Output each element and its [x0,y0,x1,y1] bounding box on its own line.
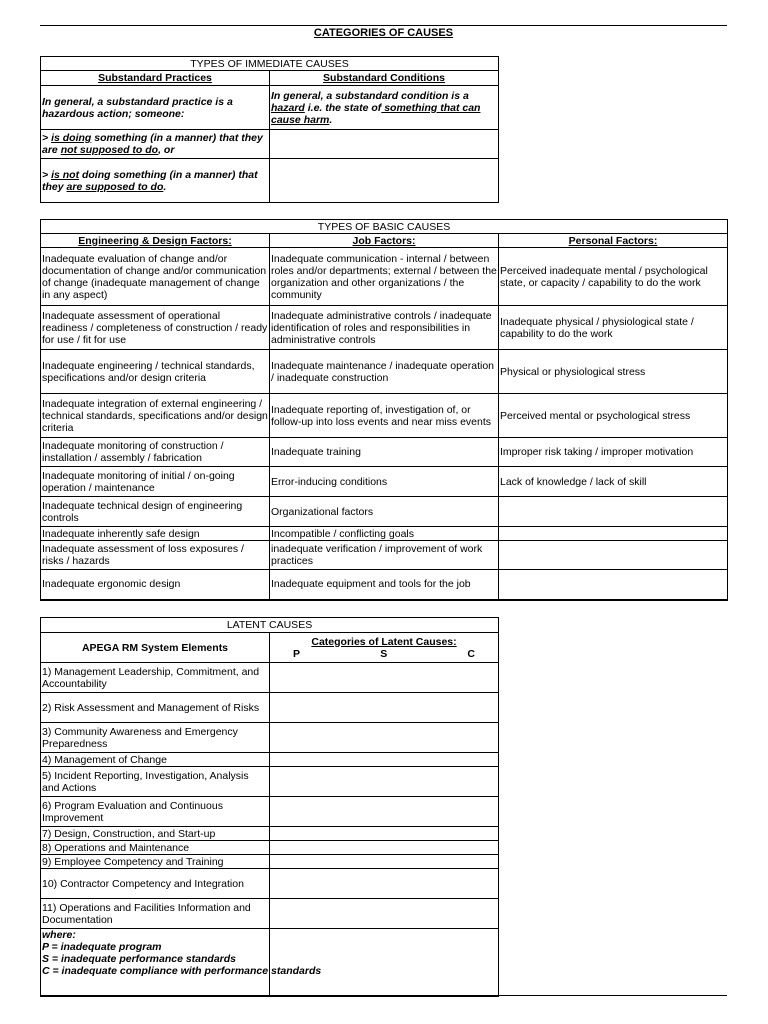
personal-factor [499,527,728,541]
job-factor: Inadequate equipment and tools for the job [270,570,499,600]
top-rule [40,25,727,26]
empty-cell [270,827,499,841]
empty-cell [270,693,499,723]
legend-c: C = inadequate compliance with performance standards [42,965,322,977]
system-element: 9) Employee Competency and Training [41,855,270,869]
page-title: CATEGORIES OF CAUSES [313,27,454,39]
engineering-factor: Inadequate integration of external engineering / technical standards, specifications and/or design criteria [41,394,270,438]
apega-elements-header: APEGA RM System Elements [41,633,270,663]
personal-factor: Improper risk taking / improper motivation [499,438,728,467]
table-row [41,899,499,929]
empty-cell [270,159,499,203]
personal-factors-header: Personal Factors: [499,234,728,248]
personal-factor: Inadequate physical / physiological state / capability to do the work [499,306,728,350]
category-p: P [293,647,301,660]
table-row [41,350,728,394]
legend-cell [41,929,322,997]
engineering-factor: Inadequate assessment of operational readiness / completeness of construction / ready for use / fit for use [41,306,270,350]
substandard-practices-header: Substandard Practices [41,71,270,86]
table-row [41,497,728,527]
empty-cell [270,723,499,753]
empty-cell [270,797,499,827]
table-row [41,767,499,797]
system-element: 1) Management Leadership, Commitment, and Accountability [41,663,270,693]
table-row [41,467,728,497]
empty-cell [270,841,499,855]
category-s: S [380,647,388,660]
empty-cell [270,767,499,797]
job-factor: Inadequate maintenance / inadequate operation / inadequate construction [270,350,499,394]
substandard-conditions-header: Substandard Conditions [270,71,499,86]
personal-factor: Perceived inadequate mental / psychological state, or capacity / capability to do the work [499,248,728,306]
system-element: 2) Risk Assessment and Management of Risks [41,693,270,723]
practice-not-doing: > is not doing something (in a manner) that they are supposed to do. [41,159,270,203]
empty-cell [270,753,499,767]
empty-cell [270,855,499,869]
latent-categories-cell [270,633,499,663]
engineering-factor: Inadequate assessment of loss exposures / risks / hazards [41,541,270,570]
table-row [41,248,728,306]
personal-factor: Physical or physiological stress [499,350,728,394]
engineering-factor: Inadequate monitoring of construction / installation / assembly / fabrication [41,438,270,467]
bottom-rule [40,995,727,996]
basic-causes-table [40,219,728,601]
system-element: 3) Community Awareness and Emergency Preparedness [41,723,270,753]
category-c: C [467,647,475,660]
latent-causes-header: LATENT CAUSES [41,618,499,633]
engineering-factor: Inadequate ergonomic design [41,570,270,600]
system-element: 8) Operations and Maintenance [41,841,270,855]
table-row [41,527,728,541]
condition-definition: In general, a substandard condition is a hazard i.e. the state of something that can cause harm. [270,86,499,130]
job-factors-header: Job Factors: [270,234,499,248]
job-factor: Inadequate training [270,438,499,467]
system-element: 4) Management of Change [41,753,270,767]
engineering-factor: Inadequate technical design of engineering controls [41,497,270,527]
empty-cell [270,869,499,899]
legend-s: S = inadequate performance standards [42,953,237,965]
immediate-causes-header: TYPES OF IMMEDIATE CAUSES [41,57,499,71]
system-element: 7) Design, Construction, and Start-up [41,827,270,841]
engineering-factor: Inadequate evaluation of change and/or documentation of change and/or communication of change (inadequate management of change in any aspect) [41,248,270,306]
table-row [41,753,499,767]
practice-doing: > is doing something (in a manner) that they are not supposed to do, or [41,130,270,159]
system-element: 5) Incident Reporting, Investigation, Analysis and Actions [41,767,270,797]
engineering-factor: Inadequate inherently safe design [41,527,270,541]
empty-cell [270,663,499,693]
empty-cell [270,929,499,997]
table-row [41,541,728,570]
job-factor: Incompatible / conflicting goals [270,527,499,541]
personal-factor: Perceived mental or psychological stress [499,394,728,438]
personal-factor: Lack of knowledge / lack of skill [499,467,728,497]
latent-causes-table [40,617,499,997]
table-row [41,723,499,753]
empty-cell [270,899,499,929]
table-row [41,438,728,467]
personal-factor [499,497,728,527]
table-row [41,570,728,600]
empty-cell [270,130,499,159]
job-factor: Inadequate administrative controls / inadequate identification of roles and responsibilities in administrative controls [270,306,499,350]
table-row [41,394,728,438]
job-factor: Inadequate reporting of, investigation of, or follow-up into loss events and near miss events [270,394,499,438]
engineering-design-factors-header: Engineering & Design Factors: [41,234,270,248]
engineering-factor: Inadequate engineering / technical standards, specifications and/or design criteria [41,350,270,394]
table-row [41,306,728,350]
system-element: 11) Operations and Facilities Information and Documentation [41,899,270,929]
table-row [41,855,499,869]
legend-where: where: [42,929,76,941]
table-row [41,869,499,899]
table-row [41,693,499,723]
legend-p: P = inadequate program [42,941,162,953]
system-element: 10) Contractor Competency and Integration [41,869,270,899]
job-factor: Organizational factors [270,497,499,527]
job-factor: Error-inducing conditions [270,467,499,497]
immediate-causes-table [40,56,499,203]
job-factor: Inadequate communication - internal / between roles and/or departments; external / between the organization and other organizations / the community [270,248,499,306]
practice-definition: In general, a substandard practice is a hazardous action; someone: [41,86,270,130]
table-row [41,841,499,855]
table-row [41,797,499,827]
table-row [41,663,499,693]
system-element: 6) Program Evaluation and Continuous Improvement [41,797,270,827]
engineering-factor: Inadequate monitoring of initial / on-going operation / maintenance [41,467,270,497]
job-factor: inadequate verification / improvement of work practices [270,541,499,570]
personal-factor [499,570,728,600]
latent-categories-header: Categories of Latent Causes: [311,635,457,648]
personal-factor [499,541,728,570]
table-row [41,827,499,841]
basic-causes-header: TYPES OF BASIC CAUSES [41,220,728,234]
